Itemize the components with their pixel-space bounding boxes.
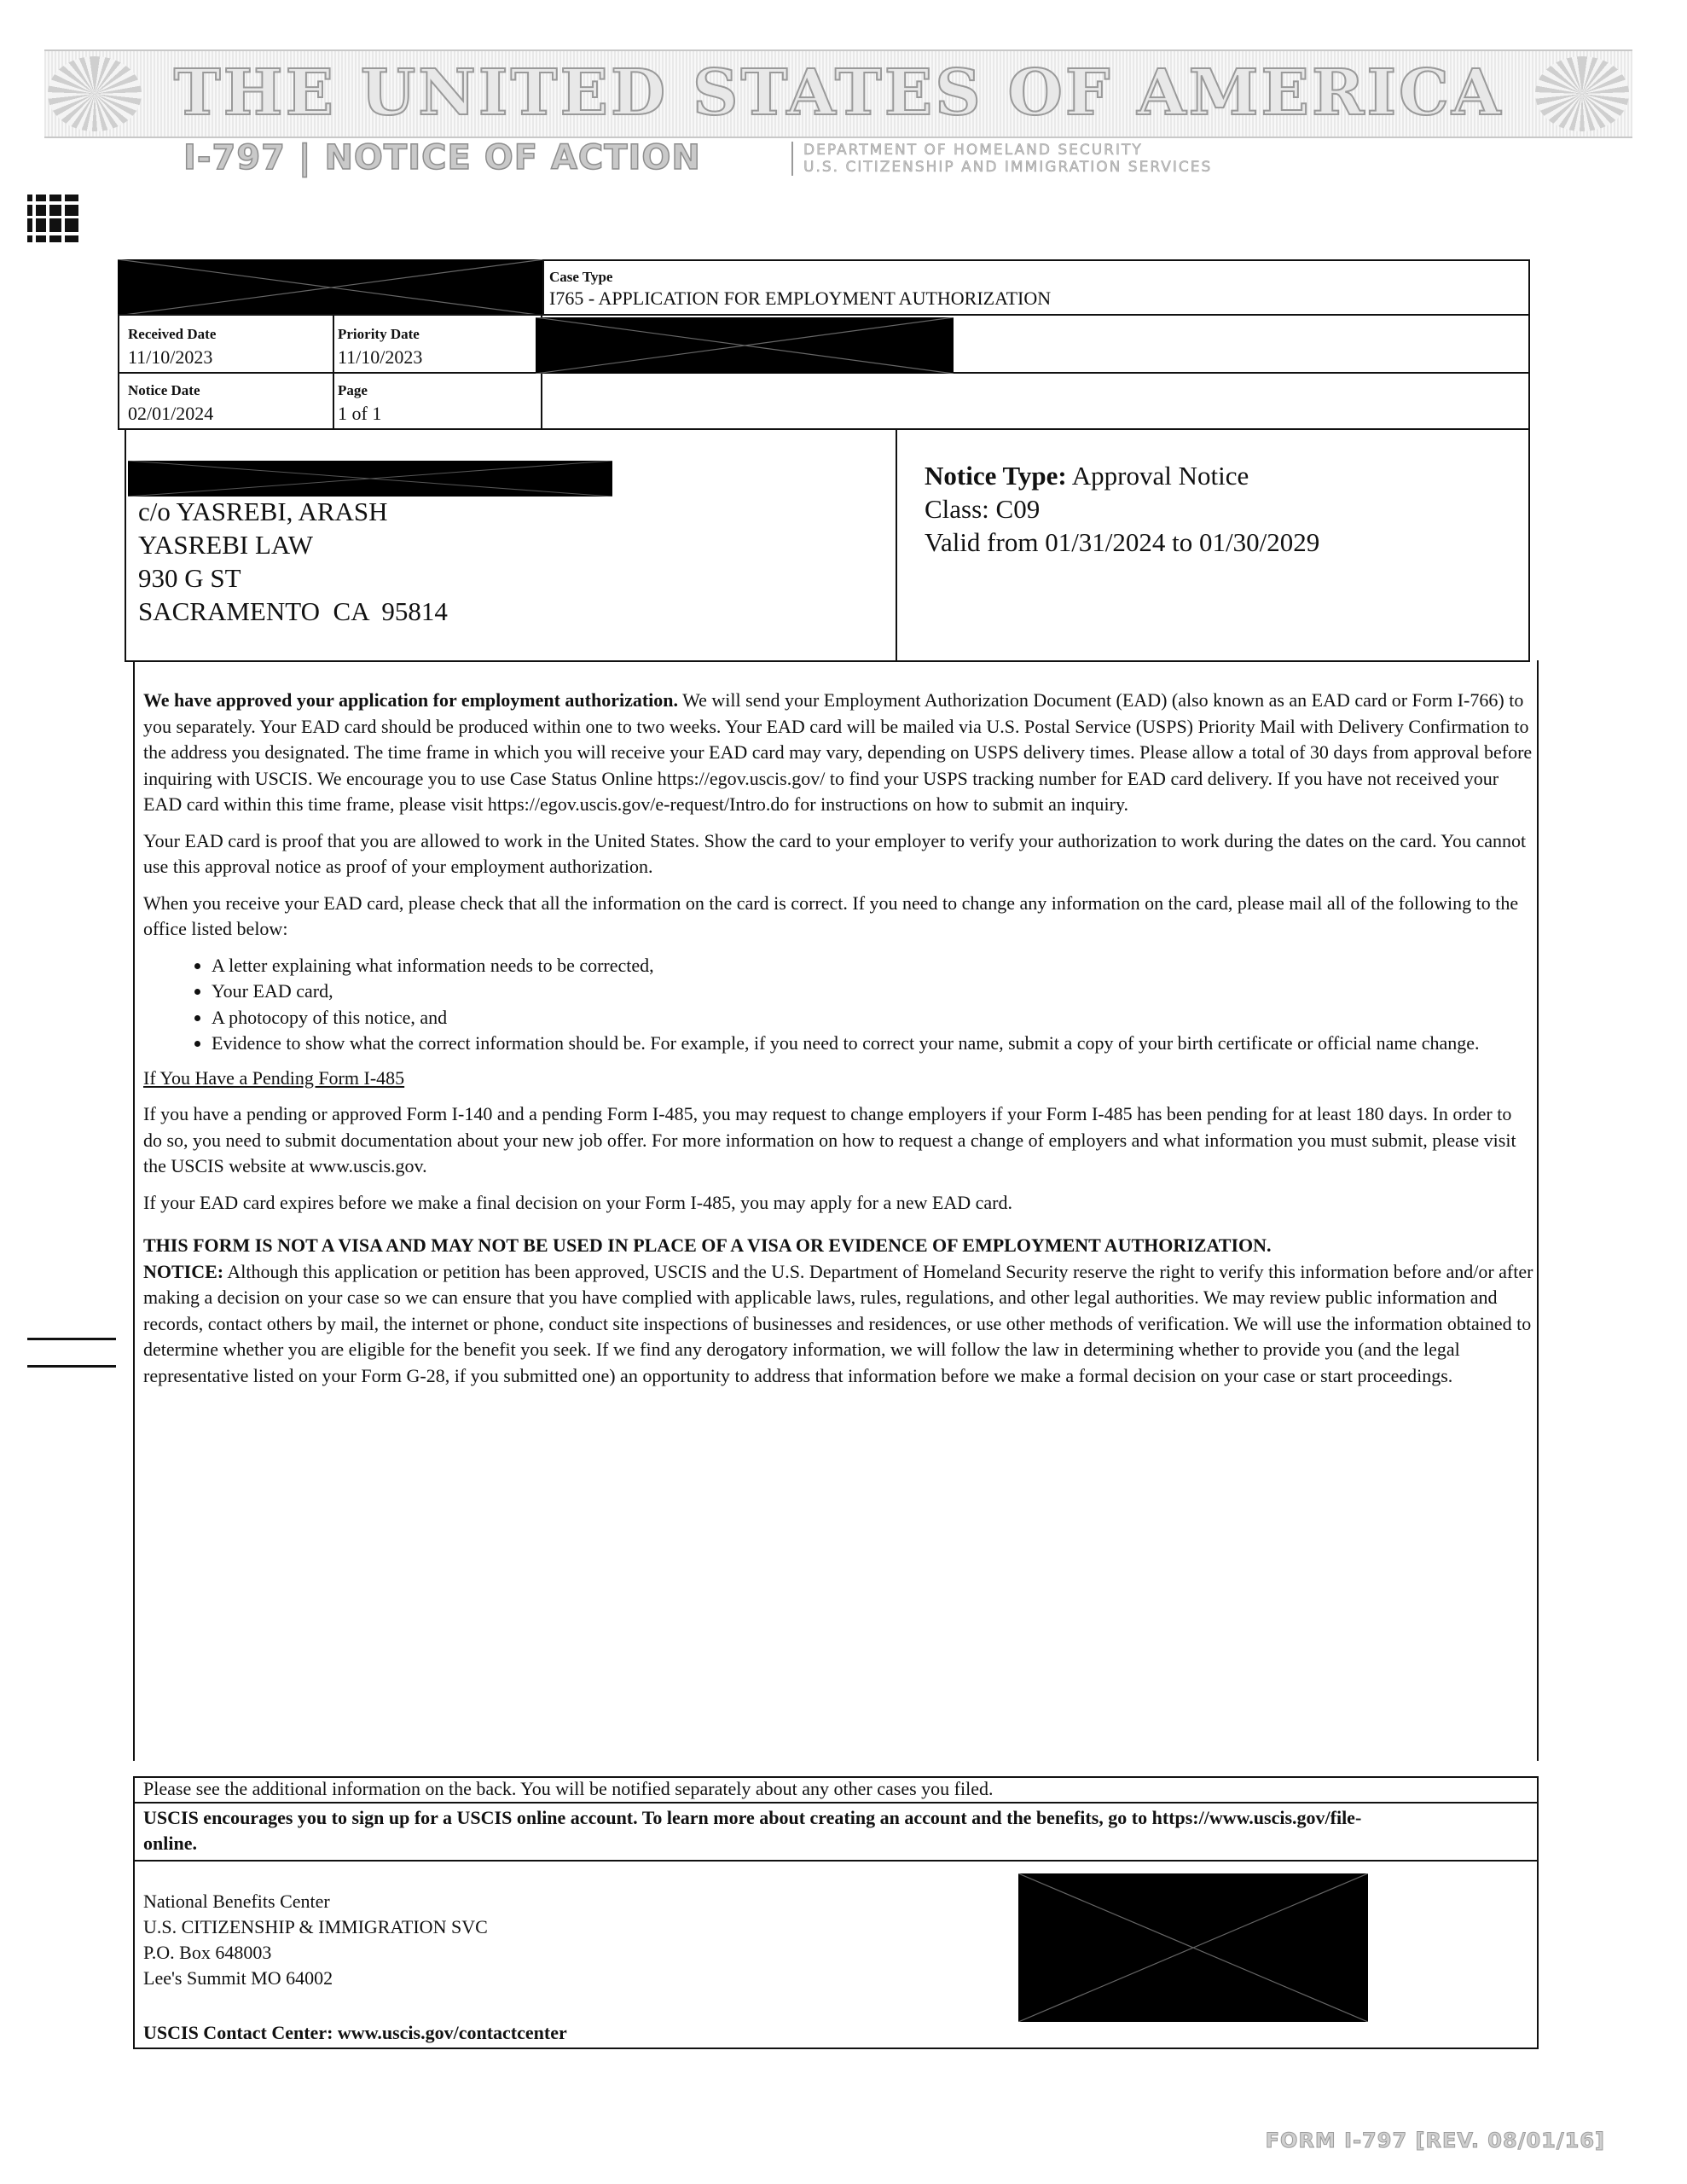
rosette-right-icon [1535, 56, 1629, 131]
notice-validity: Valid from 01/31/2024 to 01/30/2029 [925, 527, 1320, 557]
priority-date-value: 11/10/2023 [338, 346, 423, 368]
form-title: I-797 | NOTICE OF ACTION [183, 138, 701, 177]
notice-class: Class: C09 [925, 494, 1041, 524]
page-value: 1 of 1 [338, 403, 382, 424]
paragraph-ead-proof: Your EAD card is proof that you are allowed to work in the United States. Show the card to your employer to verify your authorization to work during the dates on the card. You cannot use this approval notice as proof of your employment authorization. [143, 829, 1527, 877]
divider [542, 259, 544, 316]
redacted-barcode [1018, 1873, 1368, 2022]
list-item: • Evidence to show what the correct information should be. For example, if you need to correct your name, submit a copy of your birth certificate or official name change. [212, 1031, 1533, 1057]
banner-title: THE UNITED STATES OF AMERICA [173, 56, 1504, 130]
office-line-4: Lee's Summit MO 64002 [143, 1967, 333, 1989]
notice-type-label: Notice Type: [925, 461, 1067, 491]
office-line-2: U.S. CITIZENSHIP & IMMIGRATION SVC [143, 1916, 488, 1937]
redacted-receipt-number [118, 259, 544, 316]
approval-statement: We have approved your application for employment authorization. [143, 689, 679, 711]
address-line-4: SACRAMENTO CA 95814 [138, 596, 448, 626]
online-account-text: USCIS encourages you to sign up for a USCIS online account. To learn more about creating an account and the benefits, go to https://www.uscis.gov/file-online. [143, 1807, 1362, 1854]
address-line-1: c/o YASREBI, ARASH [138, 497, 388, 526]
paragraph-ead-expiry: If your EAD card expires before we make a final decision on your Form I-485, you may apply for a new EAD card. [143, 1191, 1012, 1213]
header-banner [44, 49, 1632, 138]
address-line-3: 930 G ST [138, 563, 241, 593]
rosette-left-icon [48, 56, 142, 131]
agency-line-2: U.S. CITIZENSHIP AND IMMIGRATION SERVICES [803, 159, 1213, 176]
contact-center: USCIS Contact Center: www.uscis.gov/contactcenter [143, 2022, 567, 2043]
office-line-1: National Benefits Center [143, 1891, 330, 1912]
form-number: FORM I-797 [REV. 08/01/16] [1265, 2129, 1605, 2152]
margin-mark [27, 1338, 116, 1340]
back-info-text: Please see the additional information on the back. You will be notified separately about any other cases you filed. [143, 1778, 994, 1799]
priority-date-label: Priority Date [338, 326, 420, 342]
paragraph-corrections: When you receive your EAD card, please check that all the information on the card is correct. If you need to change any information on the card, please mail all of the following to the office listed below: [143, 892, 1519, 939]
notice-body [143, 688, 1533, 1399]
page-label: Page [338, 382, 368, 398]
list-item: • A photocopy of this notice, and [212, 1005, 1533, 1031]
agency-name [791, 142, 1212, 176]
qr-code-icon [27, 195, 78, 242]
list-item: • Your EAD card, [212, 979, 1533, 1005]
list-item: • A letter explaining what information needs to be corrected, [212, 953, 1533, 979]
office-line-3: P.O. Box 648003 [143, 1942, 272, 1963]
visa-warning: THIS FORM IS NOT A VISA AND MAY NOT BE USED IN PLACE OF A VISA OR EVIDENCE OF EMPLOYMENT AUTHORIZATION. [143, 1234, 1272, 1256]
office-address [143, 1889, 488, 1991]
paragraph-approval [143, 688, 1533, 818]
approval-details: We will send your Employment Authorization Document (EAD) (also known as an EAD card or Form I-766) to you separately. Your EAD card should be produced within one to two weeks. Your EAD card will be mailed via U.S. Postal Service (USPS) Priority Mail with Delivery Confirmation to the address you designated. The time frame in which you will receive your EAD card may vary, depending on USPS delivery times. Please allow a total of 30 days from approval before inquiring with USCIS. We encourage you to use Case Status Online https://egov.uscis.gov/ to find your USPS tracking number for EAD card delivery. If you have not received your EAD card within this time frame, please visit https://egov.uscis.gov/e-request/Intro.do for instructions on how to submit an inquiry. [143, 689, 1533, 815]
case-type-label: Case Type [549, 269, 613, 285]
received-date-label: Received Date [128, 326, 217, 342]
redacted-beneficiary-field [536, 317, 954, 374]
case-type-value: I765 - APPLICATION FOR EMPLOYMENT AUTHORIZATION [549, 288, 1052, 309]
mailing-address [138, 495, 448, 628]
paragraph-notice [143, 1259, 1533, 1390]
corrections-list [143, 953, 1533, 1057]
received-date-value: 11/10/2023 [128, 346, 213, 368]
redacted-applicant-name [128, 461, 612, 497]
notice-label: NOTICE: [143, 1260, 224, 1282]
margin-mark [27, 1365, 116, 1368]
section-heading-i485: If You Have a Pending Form I-485 [143, 1066, 405, 1089]
notice-date-value: 02/01/2024 [128, 403, 214, 424]
notice-text: Although this application or petition has been approved, USCIS and the U.S. Department of Homeland Security reserve the right to verify this information before and/or after making a decision on your case so we can ensure that you have complied with applicable laws, rules, regulations, and other legal authorities. We may review public information and records, contact others by mail, the internet or phone, conduct site inspections of businesses and residences, or use other methods of verification. We will use the information obtained to determine whether you are eligible for the benefit you seek. If we find any derogatory information, we will follow the law in determining whether to provide you (and the legal representative listed on your Form G-28, if you submitted one) an opportunity to address that information before we make a formal decision on your case or start proceedings. [143, 1260, 1533, 1386]
notice-type-value: Approval Notice [1071, 461, 1249, 491]
notice-summary [925, 459, 1319, 559]
notice-date-label: Notice Date [128, 382, 200, 398]
divider [896, 428, 897, 662]
address-line-2: YASREBI LAW [138, 530, 314, 560]
paragraph-pending-i485: If you have a pending or approved Form I-140 and a pending Form I-485, you may request to change employers if your Form I-485 has been pending for at least 180 days. In order to do so, you need to submit documentation about your new job offer. For more information on how to request a change of employers and what information you must submit, please visit the USCIS website at www.uscis.gov. [143, 1103, 1516, 1176]
agency-line-1: DEPARTMENT OF HOMELAND SECURITY [803, 142, 1143, 159]
